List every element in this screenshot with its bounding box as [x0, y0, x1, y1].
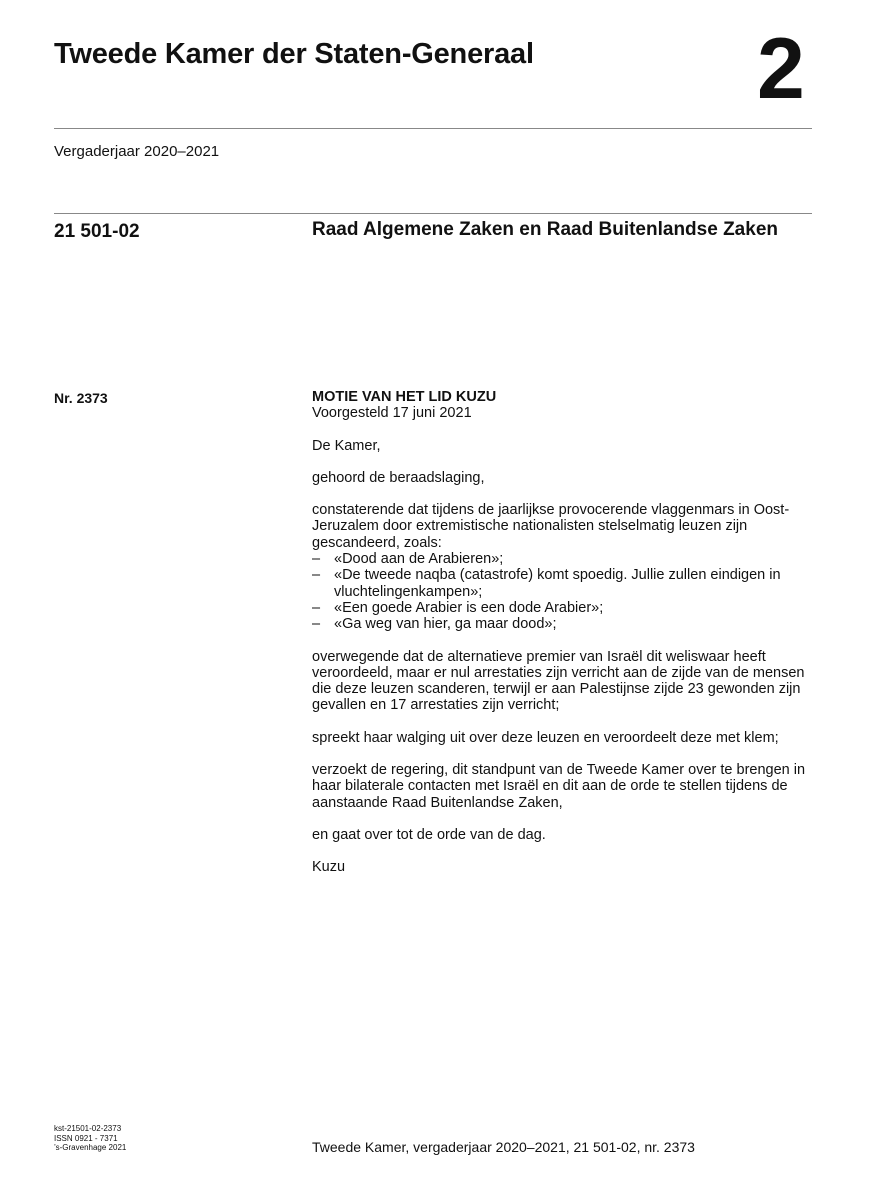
- institution-title: Tweede Kamer der Staten-Generaal: [54, 38, 534, 70]
- dossier-title: Raad Algemene Zaken en Raad Buitenlandse Zaken: [312, 219, 778, 240]
- divider: [54, 213, 812, 214]
- list-item: – «Ga weg van hier, ga maar dood»;: [312, 616, 557, 633]
- proposed-date: Voorgesteld 17 juni 2021: [312, 405, 472, 422]
- footer-kst: kst-21501-02-2373: [54, 1124, 122, 1133]
- requests-clause: verzoekt de regering, dit standpunt van de Tweede Kamer over te brengen in haar bilaterale contacten met Israël en dit aan de orde te stellen tijdens de aanstaande Raad Buitenlandse Zaken,: [312, 762, 806, 811]
- considering-clause: overwegende dat de alternatieve premier van Israël dit weliswaar heeft veroordeeld, maar er nul arrestaties zijn verricht aan de zijde van de mensen die deze leuzen scanderen, terwijl er aan Palestijnse zijde 23 gewonden zijn gevallen en 17 arrestaties zijn verricht;: [312, 648, 805, 714]
- motion-body: [312, 389, 822, 892]
- dossier-number: 21 501-02: [54, 221, 140, 242]
- list-item-text: «Dood aan de Arabieren»;: [334, 551, 504, 568]
- salutation: De Kamer,: [312, 437, 381, 454]
- page-number: 2: [757, 21, 805, 117]
- divider: [54, 128, 812, 129]
- signature: Kuzu: [312, 859, 346, 876]
- list-item: – «De tweede naqba (catastrofe) komt spoedig. Jullie zullen eindigen in vluchtelingenkampen»;: [312, 567, 781, 600]
- list-item-text: «De tweede naqba (catastrofe) komt spoedig. Jullie zullen eindigen in vluchtelingenkampen»;: [334, 567, 781, 600]
- document-number: Nr. 2373: [54, 390, 108, 406]
- slogan-list: [312, 551, 822, 632]
- list-item: – «Een goede Arabier is een dode Arabier»;: [312, 599, 604, 616]
- heard-clause: gehoord de beraadslaging,: [312, 469, 485, 486]
- expresses-clause: spreekt haar walging uit over deze leuzen en veroordeelt deze met klem;: [312, 729, 779, 746]
- footer-place: ’s-Gravenhage 2021: [54, 1143, 127, 1152]
- list-item-text: «Een goede Arabier is een dode Arabier»;: [334, 599, 604, 616]
- motion-title: MOTIE VAN HET LID KUZU: [312, 389, 497, 405]
- footer-citation: Tweede Kamer, vergaderjaar 2020–2021, 21 501-02, nr. 2373: [312, 1139, 695, 1155]
- list-item-text: «Ga weg van hier, ga maar dood»;: [334, 616, 557, 633]
- footer-meta: [54, 1124, 126, 1153]
- meeting-year: Vergaderjaar 2020–2021: [54, 143, 220, 160]
- list-item: – «Dood aan de Arabieren»;: [312, 551, 504, 568]
- footer-issn: ISSN 0921 - 7371: [54, 1133, 118, 1143]
- observing-clause: constaterende dat tijdens de jaarlijkse provocerende vlaggenmars in Oost-Jeruzalem door extremistische nationalisten stelselmatig leuzen zijn gescandeerd, zoals:: [312, 502, 790, 551]
- closing-clause: en gaat over tot de orde van de dag.: [312, 826, 546, 843]
